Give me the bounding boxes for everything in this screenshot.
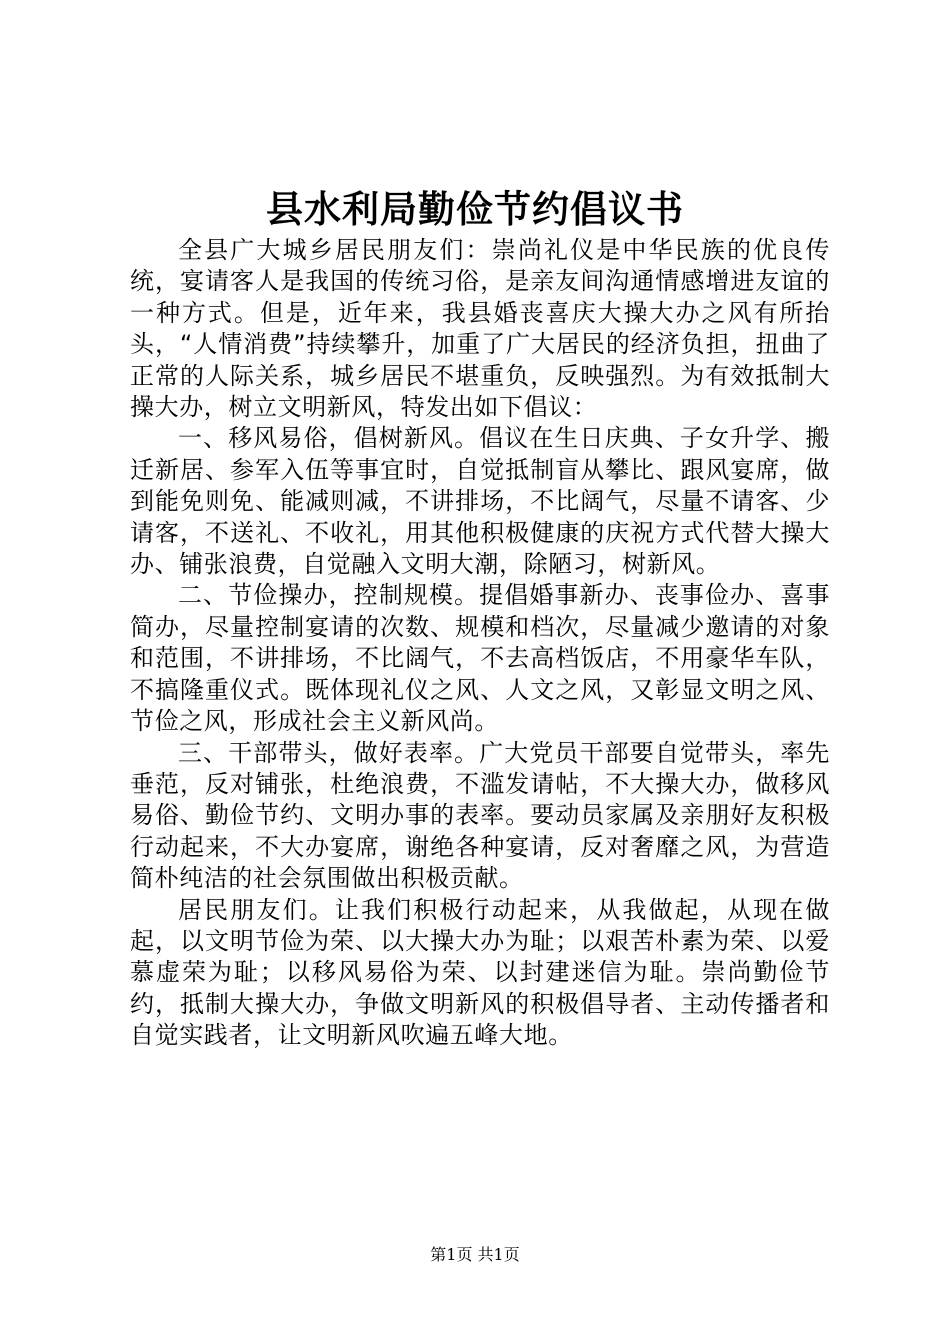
intro-paragraph: 全县广大城乡居民朋友们：崇尚礼仪是中华民族的优良传统，宴请客人是我国的传统习俗，是亲友间沟通情感增进友谊的一种方式。但是，近年来，我县婚丧喜庆大操大办之风有所抬头，“人情消费”持续攀升，加重了广大居民的经济负担，扭曲了正常的人际关系，城乡居民不堪重负，反映强烈。为有效抵制大操大办，树立文明新风，特发出如下倡议： xyxy=(130,236,830,422)
proposal-three-paragraph: 三、干部带头，做好表率。广大党员干部要自觉带头，率先垂范，反对铺张，杜绝浪费，不滥发请帖，不大操大办，做移风易俗、勤俭节约、文明办事的表率。要动员家属及亲朋好友积极行动起来，不大办宴席，谢绝各种宴请，反对奢靡之风，为营造简朴纯洁的社会氛围做出积极贡献。 xyxy=(130,738,830,893)
proposal-one-paragraph: 一、移风易俗，倡树新风。倡议在生日庆典、子女升学、搬迁新居、参军入伍等事宜时，自觉抵制盲从攀比、跟风宴席，做到能免则免、能减则减，不讲排场，不比阔气，尽量不请客、少请客，不送礼、不收礼，用其他积极健康的庆祝方式代替大操大办、铺张浪费，自觉融入文明大潮，除陋习，树新风。 xyxy=(130,424,830,579)
page-number-footer: 第1页 共1页 xyxy=(430,1245,520,1264)
document-title: 县水利局勤俭节约倡议书 xyxy=(266,187,684,231)
closing-paragraph: 居民朋友们。让我们积极行动起来，从我做起，从现在做起，以文明节俭为荣、以大操大办为耻；以艰苦朴素为荣、以爱慕虚荣为耻；以移风易俗为荣、以封建迷信为耻。崇尚勤俭节约，抵制大操大办，争做文明新风的积极倡导者、主动传播者和自觉实践者，让文明新风吹遍五峰大地。 xyxy=(130,895,830,1050)
document-body xyxy=(130,235,830,1052)
proposal-two-paragraph: 二、节俭操办，控制规模。提倡婚事新办、丧事俭办、喜事简办，尽量控制宴请的次数、规模和档次，尽量减少邀请的对象和范围，不讲排场，不比阔气，不去高档饭店，不用豪华车队，不搞隆重仪式。既体现礼仪之风、人文之风，又彰显文明之风、节俭之风，形成社会主义新风尚。 xyxy=(130,581,830,736)
